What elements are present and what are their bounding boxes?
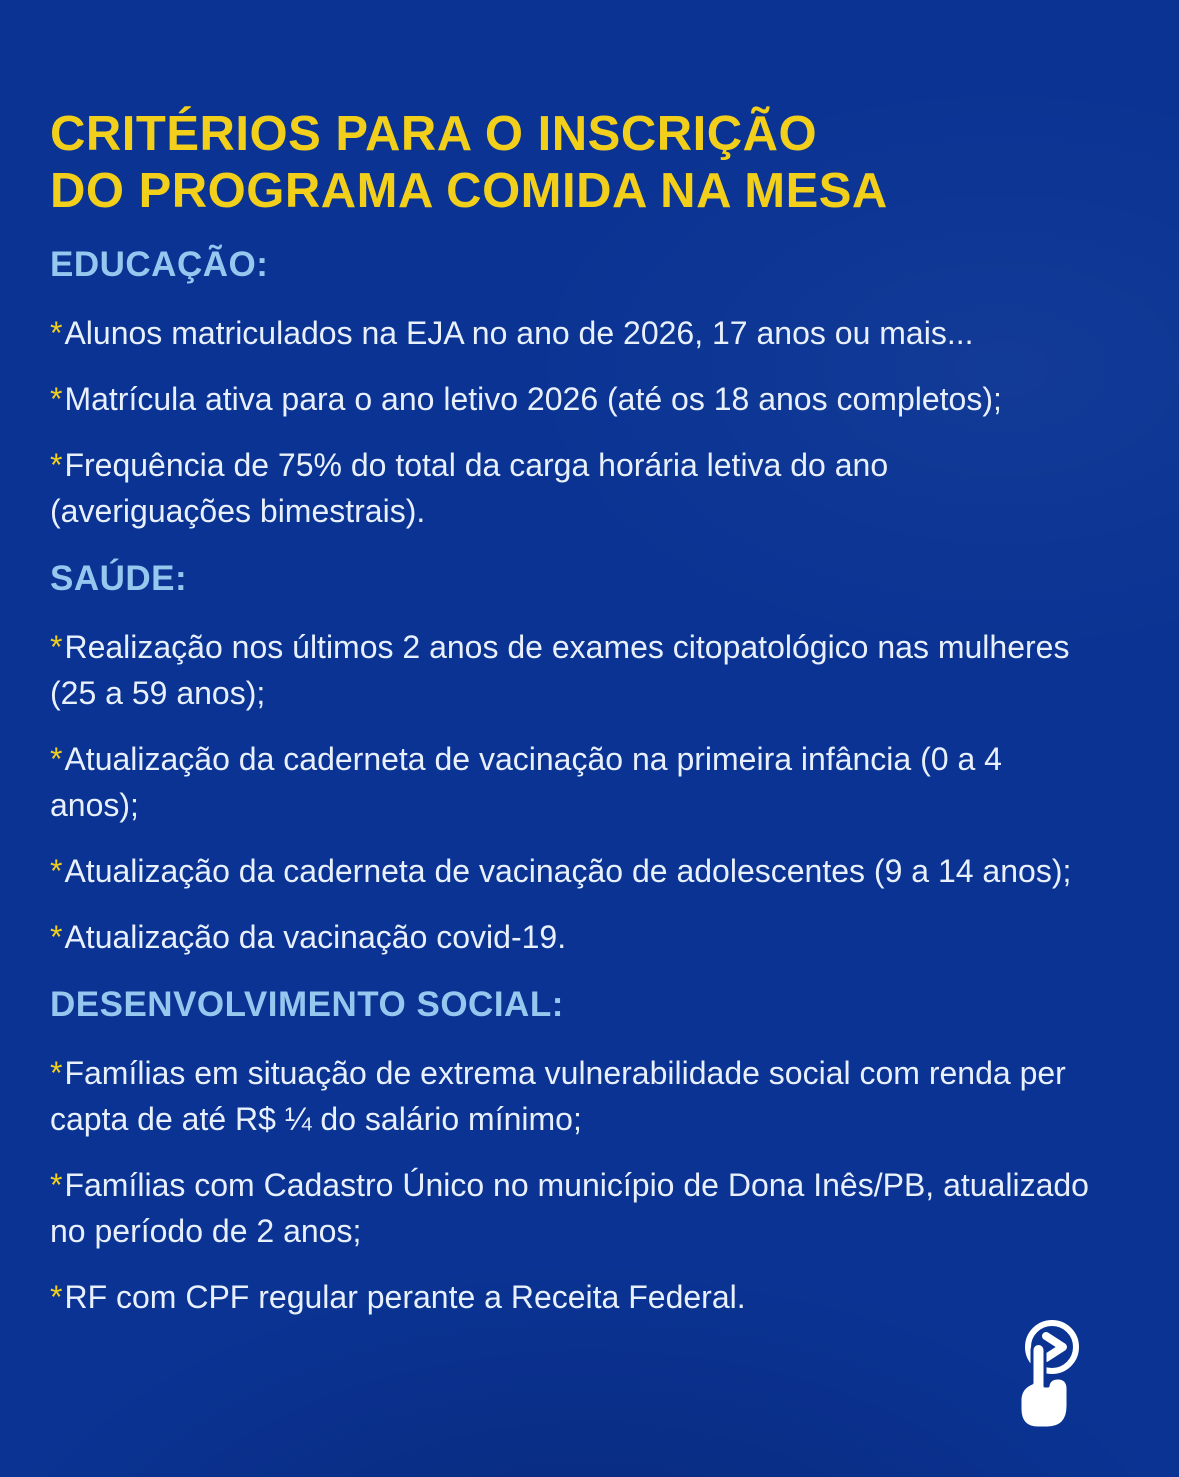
section-educacao [50, 244, 1094, 534]
criteria-text: Famílias em situação de extrema vulnerabilidade social com renda per capta de até R$ ¼ do salário mínimo; [50, 1055, 1066, 1137]
section-saude [50, 558, 1094, 960]
criteria-text: Alunos matriculados na EJA no ano de 2026, 17 anos ou mais... [64, 315, 974, 351]
criteria-item [50, 310, 1094, 356]
page-title [50, 106, 1094, 220]
asterisk-marker: * [50, 629, 63, 665]
tap-next-graphic [1012, 1316, 1082, 1438]
criteria-item [50, 376, 1094, 422]
criteria-item [50, 1162, 1094, 1254]
criteria-item [50, 848, 1094, 894]
criteria-text: Atualização da vacinação covid-19. [64, 919, 567, 955]
section-header-desenvolvimento-social: DESENVOLVIMENTO SOCIAL: [50, 985, 564, 1024]
page-title-line2: DO PROGRAMA COMIDA NA MESA [50, 164, 888, 218]
asterisk-marker: * [50, 919, 63, 955]
asterisk-marker: * [50, 315, 63, 351]
criteria-item [50, 914, 1094, 960]
section-header-educacao: EDUCAÇÃO: [50, 245, 269, 284]
asterisk-marker: * [50, 1279, 63, 1315]
criteria-text: Atualização da caderneta de vacinação de adolescentes (9 a 14 anos); [64, 853, 1072, 889]
criteria-text: Matrícula ativa para o ano letivo 2026 (até os 18 anos completos); [64, 381, 1002, 417]
tap-next-icon[interactable] [1012, 1316, 1082, 1438]
criteria-text: RF com CPF regular perante a Receita Federal. [64, 1279, 746, 1315]
chevron-right-icon [1046, 1336, 1063, 1358]
section-desenvolvimento-social [50, 984, 1094, 1320]
criteria-item [50, 736, 1094, 828]
criteria-text: Realização nos últimos 2 anos de exames citopatológico nas mulheres (25 a 59 anos); [50, 629, 1070, 711]
asterisk-marker: * [50, 447, 63, 483]
asterisk-marker: * [50, 1167, 63, 1203]
criteria-item [50, 624, 1094, 716]
asterisk-marker: * [50, 381, 63, 417]
asterisk-marker: * [50, 853, 63, 889]
criteria-item [50, 442, 1094, 534]
criteria-text: Atualização da caderneta de vacinação na primeira infância (0 a 4 anos); [50, 741, 1002, 823]
page-title-line1: CRITÉRIOS PARA O INSCRIÇÃO [50, 107, 818, 161]
asterisk-marker: * [50, 1055, 63, 1091]
criteria-item [50, 1050, 1094, 1142]
criteria-text: Frequência de 75% do total da carga horária letiva do ano (averiguações bimestrais). [50, 447, 889, 529]
criteria-item [50, 1274, 1094, 1320]
asterisk-marker: * [50, 741, 63, 777]
criteria-text: Famílias com Cadastro Único no município de Dona Inês/PB, atualizado no período de 2 anos; [50, 1167, 1089, 1249]
section-header-saude: SAÚDE: [50, 559, 188, 598]
